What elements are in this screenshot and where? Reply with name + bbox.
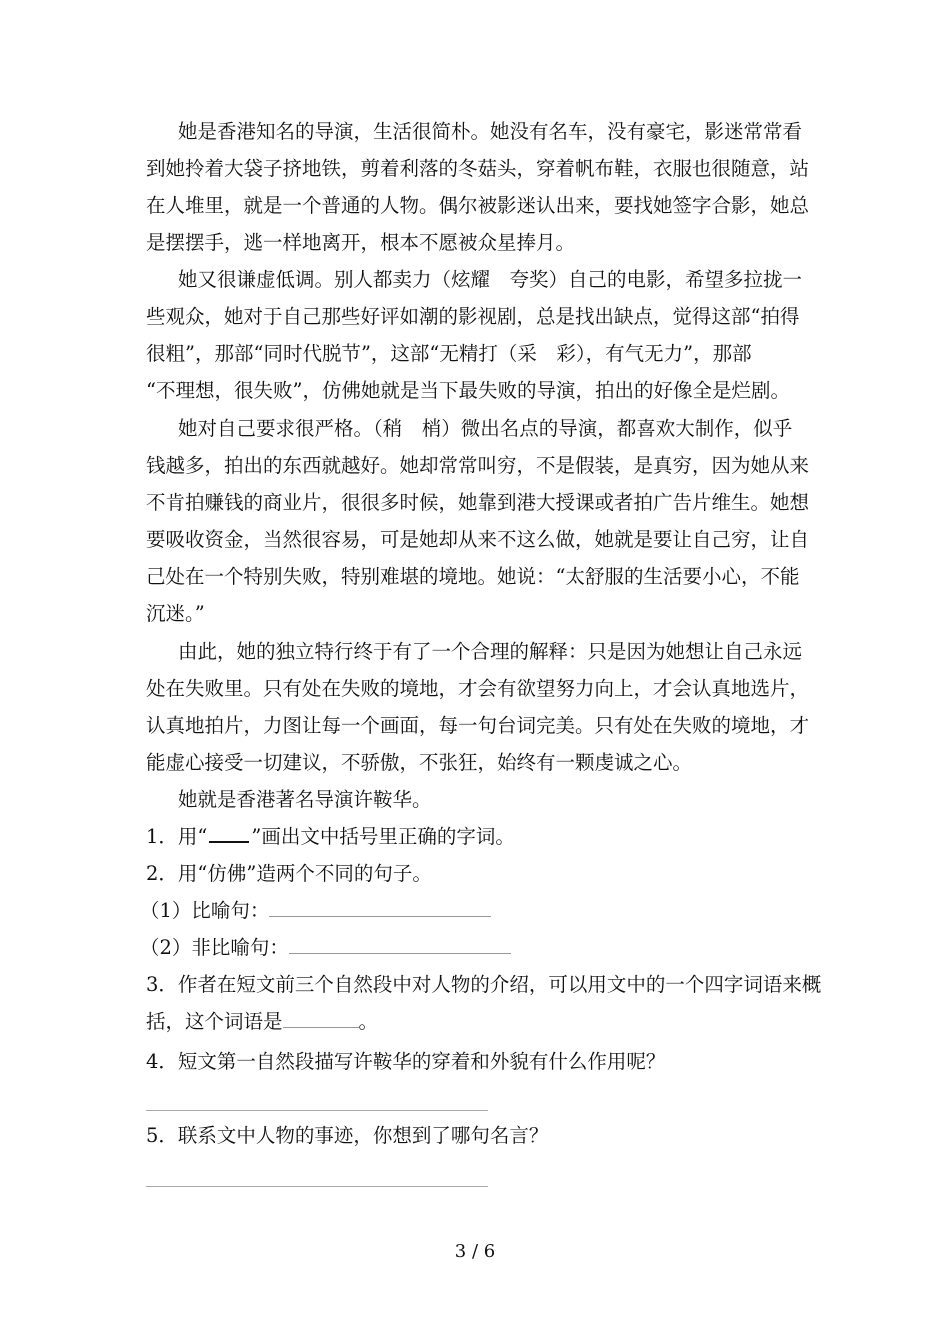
- paragraph-4-line-2: 处在失败里。只有处在失败的境地，才会有欲望努力向上，才会认真地选片，: [146, 677, 810, 700]
- question-4-answer-line[interactable]: [146, 1110, 488, 1111]
- question-3-answer-blank[interactable]: [283, 1007, 359, 1028]
- question-2-1: [140, 896, 491, 926]
- paragraph-5: 她就是香港著名导演许鞍华。: [178, 788, 432, 811]
- paragraph-3-line-3: 不肯拍赚钱的商业片，很很多时候，她靠到港大授课或者拍广告片维生。她想: [146, 491, 810, 514]
- paragraph-2-line-1: 她又很谦虚低调。别人都卖力（炫耀 夸奖）自己的电影，希望多拉拢一: [178, 268, 803, 291]
- paragraph-1-line-4: 是摆摆手，逃一样地离开，根本不愿被众星捧月。: [146, 231, 576, 254]
- question-2-2-label: （2）非比喻句：: [140, 936, 289, 959]
- question-2-2: [140, 933, 511, 963]
- paragraph-3-line-4: 要吸收资金，当然很容易，可是她却从来不这么做，她就是要让自己穷，让自: [146, 528, 810, 551]
- question-2: 2．用“仿佛”造两个不同的句子。: [146, 862, 432, 885]
- question-5-answer-line[interactable]: [146, 1186, 488, 1187]
- question-2-1-answer-blank[interactable]: [269, 896, 491, 917]
- question-2-2-answer-blank[interactable]: [289, 933, 511, 954]
- question-1-underline-sample: [209, 823, 249, 843]
- paragraph-1-line-1: 她是香港知名的导演，生活很简朴。她没有名车，没有豪宅，影迷常常看: [178, 120, 803, 143]
- paragraph-2-line-4: “不理想，很失败”，仿佛她就是当下最失败的导演，拍出的好像全是烂剧。: [146, 379, 790, 402]
- paragraph-4-line-1: 由此，她的独立特行终于有了一个合理的解释：只是因为她想让自己永远: [178, 640, 803, 663]
- question-3-line-1: 3．作者在短文前三个自然段中对人物的介绍，可以用文中的一个四字词语来概: [146, 973, 822, 996]
- paragraph-3-line-2: 钱越多，拍出的东西就越好。她却常常叫穷，不是假装，是真穷，因为她从来: [146, 454, 810, 477]
- question-3-text-before: 括，这个词语是: [146, 1010, 283, 1033]
- paragraph-2-line-2: 些观众，她对于自己那些好评如潮的影视剧，总是找出缺点，觉得这部“拍得: [146, 305, 800, 328]
- question-4: 4．短文第一自然段描写许鞍华的穿着和外貌有什么作用呢？: [146, 1050, 666, 1073]
- paragraph-4-line-4: 能虚心接受一切建议，不骄傲，不张狂，始终有一颗虔诚之心。: [146, 751, 693, 774]
- paragraph-1-line-2: 到她拎着大袋子挤地铁，剪着利落的冬菇头，穿着帆布鞋，衣服也很随意，站: [146, 157, 810, 180]
- question-1-text-after: ”画出文中括号里正确的字词。: [251, 825, 515, 848]
- paragraph-4-line-3: 认真地拍片，力图让每一个画面，每一句台词完美。只有处在失败的境地，才: [146, 714, 810, 737]
- question-1-text-before: 1．用“: [146, 825, 208, 848]
- question-3-line-2: [146, 1007, 378, 1037]
- question-3-text-after: 。: [358, 1010, 379, 1033]
- paragraph-1-line-3: 在人堆里，就是一个普通的人物。偶尔被影迷认出来，要找她签字合影，她总: [146, 194, 810, 217]
- question-2-1-label: （1）比喻句：: [140, 899, 270, 922]
- paragraph-2-line-3: 很粗”，那部“同时代脱节”，这部“无精打（采 彩），有气无力”，那部: [146, 342, 752, 365]
- paragraph-3-line-1: 她对自己要求很严格。（稍 梢）微出名点的导演，都喜欢大制作，似乎: [178, 417, 793, 440]
- page-number: 3 / 6: [454, 1241, 496, 1262]
- paragraph-3-line-5: 己处在一个特别失败，特别难堪的境地。她说：“太舒服的生活要小心，不能: [146, 565, 800, 588]
- question-5: 5．联系文中人物的事迹，你想到了哪句名言？: [146, 1124, 549, 1147]
- question-1: [146, 822, 515, 852]
- paragraph-3-line-6: 沉迷。”: [146, 602, 205, 625]
